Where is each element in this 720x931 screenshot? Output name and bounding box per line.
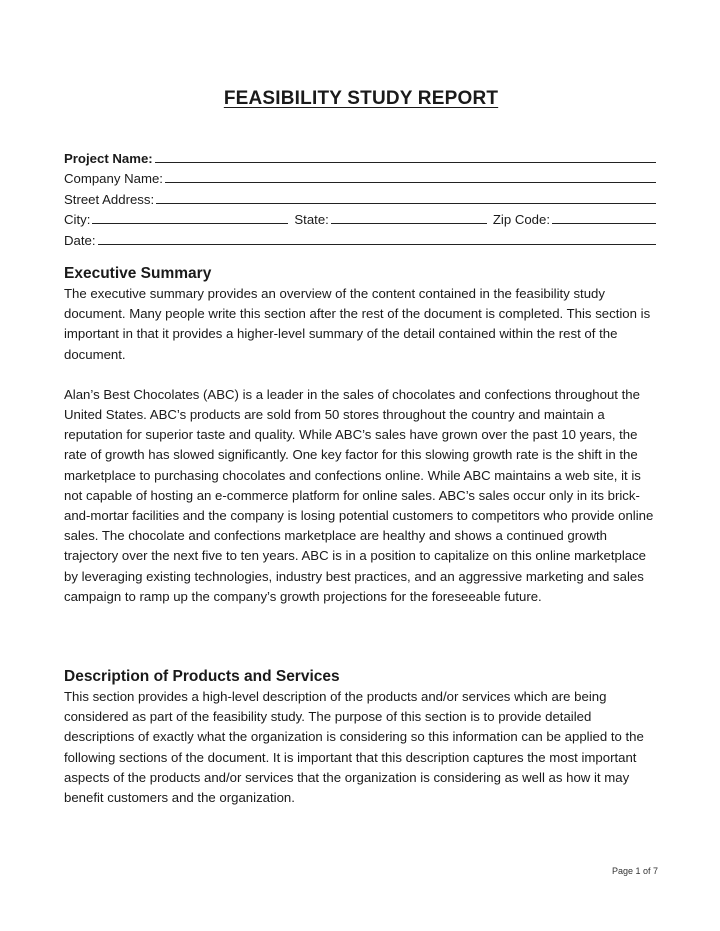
- state-label: State:: [294, 212, 329, 227]
- executive-summary-heading: Executive Summary: [64, 265, 212, 282]
- field-project-name: [64, 145, 658, 166]
- project-name-label: Project Name:: [64, 150, 153, 166]
- zip-code-label: Zip Code:: [492, 212, 551, 227]
- products-services-paragraph: This section provides a high-level description of the products and/or services which are being considered as part of the feasibility study. The purpose of this section is to provide detailed descriptions of exactly what the organization is considering so this information can be applied to the following sections of the document. It is important that this description captures the most important aspects of the products and/or services that the organization is considering as well as how it may benefit customers and the organization.: [64, 689, 644, 806]
- executive-summary-section: [64, 264, 658, 607]
- field-street-address: [64, 186, 658, 207]
- products-services-section: [64, 667, 658, 808]
- company-name-label: Company Name:: [64, 171, 163, 186]
- field-date: [64, 227, 658, 248]
- date-line[interactable]: [98, 243, 656, 245]
- header-fields: [64, 145, 658, 248]
- project-name-line[interactable]: [155, 161, 656, 163]
- date-label: Date:: [64, 232, 96, 248]
- field-company-name: [64, 166, 658, 187]
- executive-summary-paragraph: The executive summary provides an overview of the content contained in the feasibility study document. Many people write this section after the rest of the document is completed. This section is important in that it provides a higher-level summary of the detail contained within the rest of the document.: [64, 286, 651, 362]
- page-number: Page 1 of 7: [611, 866, 658, 876]
- state-line[interactable]: [331, 222, 487, 224]
- document-title: FEASIBILITY STUDY REPORT: [223, 88, 499, 109]
- street-address-line[interactable]: [156, 202, 656, 204]
- executive-summary-paragraph: Alan’s Best Chocolates (ABC) is a leader in the sales of chocolates and confections throughout the United States. ABC’s products are sold from 50 stores throughout the country and maintain a reputation for superior taste and quality. While ABC’s sales have grown over the past 10 years, the rate of growth has slowed significantly. One key factor for this slowing growth rate is the shift in the marketplace to purchasing chocolates and confections online. While ABC maintains a web site, it is not capable of hosting an e-commerce platform for online sales. ABC’s sales occur only in its brick-and-mortar facilities and the company is losing potential customers to competitors who provide online sales. The chocolate and confections marketplace are healthy and shows a continued growth trajectory over the next five to ten years. ABC is in a position to capitalize on this online marketplace by leveraging existing technologies, industry best practices, and an aggressive marketing and sales campaign to ramp up the company’s growth projections for the foreseeable future.: [64, 386, 654, 604]
- field-city-state-zip: [64, 207, 658, 228]
- city-label: City:: [64, 212, 91, 227]
- street-address-label: Street Address:: [64, 191, 155, 207]
- document-page: [64, 0, 658, 931]
- products-services-heading: Description of Products and Services: [64, 668, 340, 685]
- city-line[interactable]: [92, 222, 288, 224]
- company-name-line[interactable]: [165, 181, 656, 183]
- zip-code-line[interactable]: [552, 222, 656, 224]
